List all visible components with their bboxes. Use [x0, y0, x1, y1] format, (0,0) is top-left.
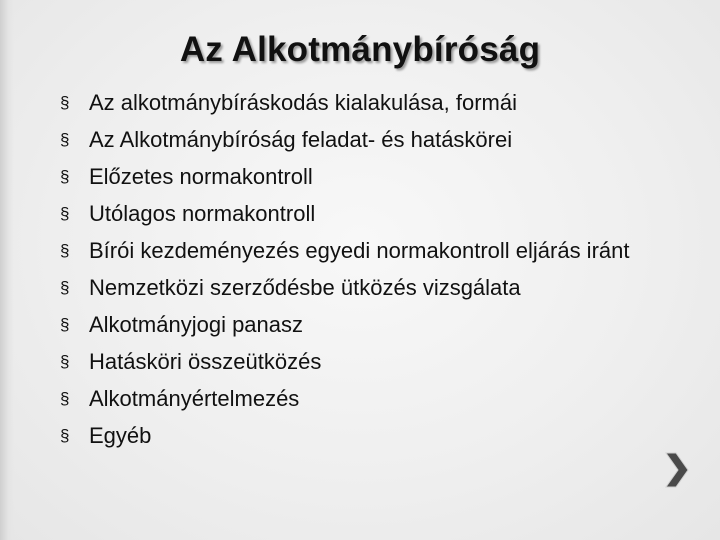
bullet-list — [60, 92, 680, 462]
bullet-marker: § — [60, 130, 70, 149]
bullet-marker: § — [60, 204, 70, 223]
bullet-item — [60, 240, 680, 262]
bullet-text: Előzetes normakontroll — [89, 164, 313, 189]
bullet-text: Utólagos normakontroll — [89, 201, 316, 226]
bullet-item — [60, 166, 680, 188]
bullet-text: Az alkotmánybíráskodás kialakulása, formái — [89, 90, 517, 115]
chevron-right-icon[interactable] — [660, 450, 692, 490]
bullet-item — [60, 314, 680, 336]
bullet-marker: § — [60, 93, 70, 112]
bullet-item — [60, 277, 680, 299]
bullet-text: Bírói kezdeményezés egyedi normakontroll eljárás iránt — [89, 238, 630, 263]
bullet-text: Egyéb — [89, 423, 152, 448]
bullet-item — [60, 129, 680, 151]
bullet-marker: § — [60, 315, 70, 334]
bullet-marker: § — [60, 278, 70, 297]
bullet-item — [60, 425, 680, 447]
bullet-marker: § — [60, 426, 70, 445]
bullet-item — [60, 351, 680, 373]
bullet-text: Az Alkotmánybíróság feladat- és hatáskörei — [89, 127, 513, 152]
slide-edge-shading — [0, 0, 14, 540]
bullet-item — [60, 203, 680, 225]
bullet-marker: § — [60, 352, 70, 371]
bullet-marker: § — [60, 241, 70, 260]
bullet-marker: § — [60, 167, 70, 186]
bullet-text: Alkotmányértelmezés — [89, 386, 300, 411]
bullet-text: Alkotmányjogi panasz — [89, 312, 304, 337]
bullet-item — [60, 92, 680, 114]
bullet-marker: § — [60, 389, 70, 408]
slide-title: Az Alkotmánybíróság — [179, 30, 541, 69]
bullet-text: Nemzetközi szerződésbe ütközés vizsgálata — [89, 275, 521, 300]
bullet-text: Hatásköri összeütközés — [89, 349, 322, 374]
bullet-item — [60, 388, 680, 410]
